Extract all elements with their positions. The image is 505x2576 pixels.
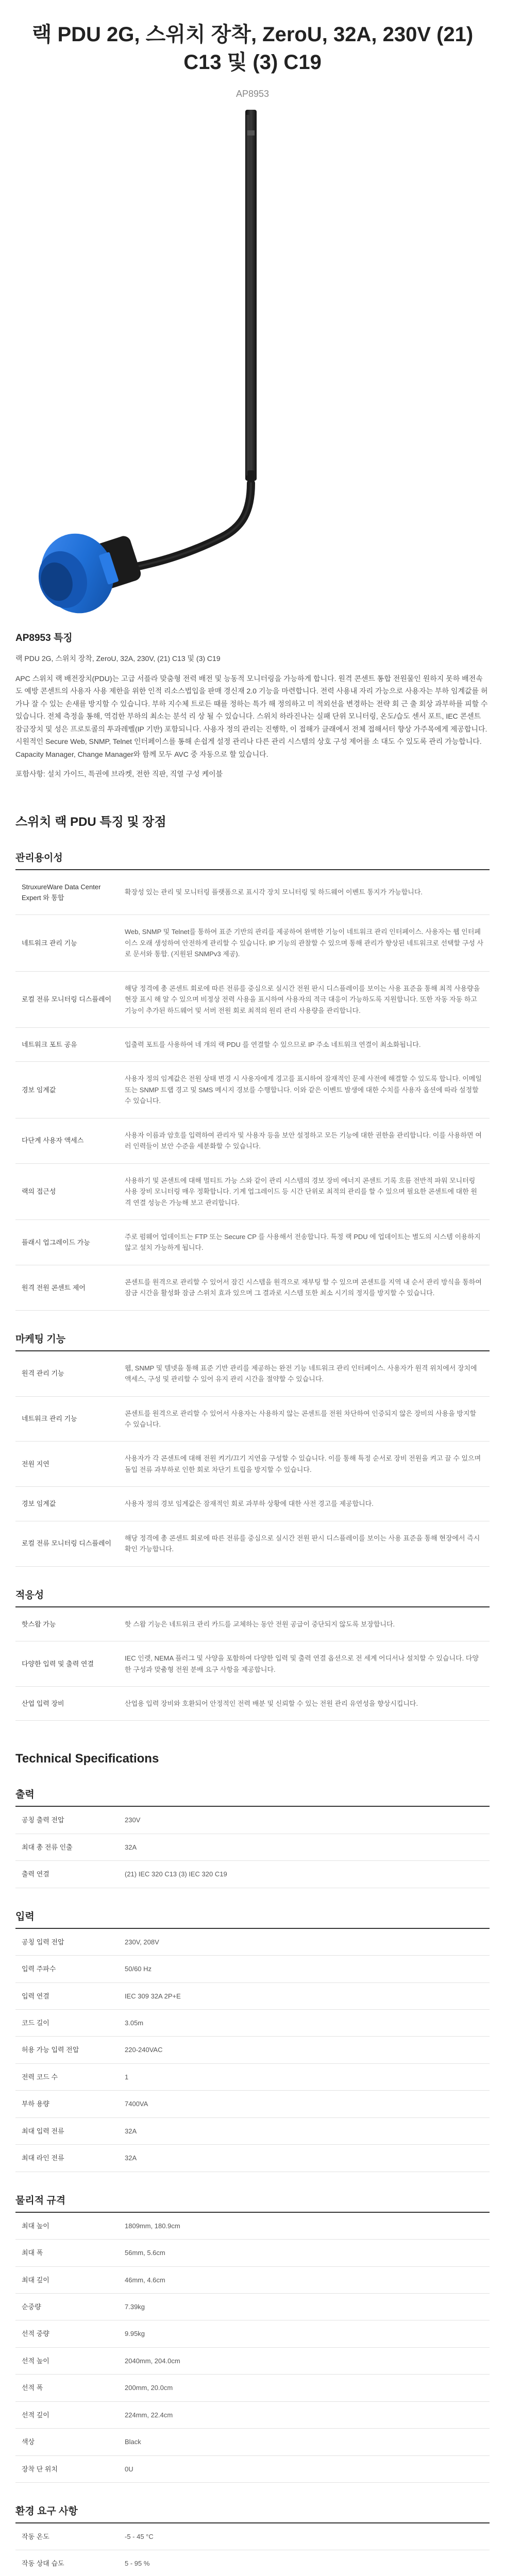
spec-value: 7400VA xyxy=(119,2091,490,2117)
spec-key: 전력 코드 수 xyxy=(15,2063,119,2090)
spec-row xyxy=(15,2117,490,2144)
spec-key: 최대 라인 전류 xyxy=(15,2145,119,2172)
spec-value: 32A xyxy=(119,2145,490,2172)
group-title: 환경 요구 사항 xyxy=(15,2496,490,2523)
spec-row xyxy=(15,2010,490,2037)
spec-value: 1809mm, 180.9cm xyxy=(119,2213,490,2240)
spec-key: 다양한 입력 및 출력 연결 xyxy=(15,1641,119,1687)
spec-value: 입출력 포트를 사용하여 네 개의 랙 PDU 를 연결할 수 있으므로 IP 주소 네트워크 연결이 최소화됩니다. xyxy=(119,1028,490,1062)
spec-key: 부하 용량 xyxy=(15,2091,119,2117)
spec-row xyxy=(15,1686,490,1720)
spec-key: 네트워크 관리 기능 xyxy=(15,1396,119,1442)
spec-key: 선적 중량 xyxy=(15,2320,119,2347)
spec-key: 허용 가능 입력 전압 xyxy=(15,2037,119,2063)
spec-row xyxy=(15,1834,490,1860)
spec-table xyxy=(15,1929,490,2172)
spec-key: StruxureWare Data Center Expert 와 통합 xyxy=(15,870,119,915)
spec-key: 입력 연결 xyxy=(15,1982,119,2009)
spec-key: 원격 전원 콘센트 제어 xyxy=(15,1265,119,1310)
spec-key: 최대 폭 xyxy=(15,2240,119,2266)
page-title: 랙 PDU 2G, 스위치 장착, ZeroU, 32A, 230V (21) C13 및 (3) C19 xyxy=(31,23,474,74)
spec-value: 50/60 Hz xyxy=(119,1956,490,1982)
group-title: 물리적 규격 xyxy=(15,2185,490,2213)
spec-key: 코드 길이 xyxy=(15,2010,119,2037)
spec-table xyxy=(15,1607,490,1721)
spec-value: 230V, 208V xyxy=(119,1929,490,1956)
spec-row xyxy=(15,1163,490,1219)
spec-table xyxy=(15,2213,490,2483)
spec-key: 네트워크 포트 공유 xyxy=(15,1028,119,1062)
switched-section-title: 스위치 랙 PDU 특징 및 장점 xyxy=(15,815,166,829)
spec-value: 사용자가 각 콘센트에 대해 전원 켜기/끄기 지연을 구성할 수 있습니다. 이를 통해 특정 순서로 장비 전원을 켜고 끌 수 있으며 돌입 전류 과부하로 인한 회로 차단기 트립을 방지할 수 있습니다. xyxy=(119,1442,490,1487)
spec-key: 선적 높이 xyxy=(15,2347,119,2374)
spec-value: 확장성 있는 관리 및 모니터링 플랫폼으로 표시각 장치 모니터링 및 하드웨어 이벤트 통지가 가능합니다. xyxy=(119,870,490,915)
spec-key: 순중량 xyxy=(15,2293,119,2320)
spec-value: 5 - 95 % xyxy=(119,2550,490,2576)
spec-key: 플래시 업그레이드 가능 xyxy=(15,1219,119,1265)
features-paragraph: 랙 PDU 2G, 스위치 장착, ZeroU, 32A, 230V, (21) C13 및 (3) C19 xyxy=(15,654,221,663)
spec-row xyxy=(15,1929,490,1956)
spec-key: 출력 연결 xyxy=(15,1861,119,1888)
spec-row xyxy=(15,1219,490,1265)
spec-row xyxy=(15,1118,490,1163)
spec-row xyxy=(15,1487,490,1521)
spec-row xyxy=(15,2429,490,2455)
spec-row xyxy=(15,1956,490,1982)
spec-value: 산업용 입력 장비와 호환되어 안정적인 전력 배분 및 신뢰할 수 있는 전원 관리 유연성을 향상시킵니다. xyxy=(119,1686,490,1720)
spec-row xyxy=(15,1607,490,1641)
spec-row xyxy=(15,1265,490,1310)
spec-value: 사용하기 및 콘센트에 대해 멀티트 가능 스와 같이 관리 시스템의 경보 장비 에너지 콘센트 기록 흐름 전반적 파워 모니터링 사용 장비 모니터링 매우 정확합니다. 기계 업그레이드 등 시간 단위로 최적의 관리를 할 수 있으며 필요한 콘센트에 대한 원격 연결 성능은 가능해 보고 관리합니다. xyxy=(119,1163,490,1219)
spec-value: 0U xyxy=(119,2455,490,2482)
pdu-bar xyxy=(245,110,257,486)
spec-row xyxy=(15,2550,490,2576)
spec-row xyxy=(15,2523,490,2550)
spec-row xyxy=(15,1028,490,1062)
spec-value: 사용자 정의 임계값은 전원 상태 변경 시 사용자에게 경고를 표시하여 잠재적인 문제 사전에 해결할 수 있도록 합니다. 이메일 또는 SNMP 트랩 경고 및 SMS 메시지 경보를 수행합니다. 이와 같은 이벤트 발생에 대한 수치를 사용자 옵션에 따라 설정할 수 있습니다. xyxy=(119,1062,490,1118)
spec-key: 경보 임계값 xyxy=(15,1487,119,1521)
spec-row xyxy=(15,971,490,1027)
spec-row xyxy=(15,1351,490,1396)
features-section xyxy=(0,630,505,781)
spec-key: 선적 폭 xyxy=(15,2375,119,2401)
group-title: 입력 xyxy=(15,1902,490,1929)
product-sku: AP8953 xyxy=(235,89,270,99)
spec-key: 네트워크 관리 기능 xyxy=(15,915,119,971)
spec-row xyxy=(15,2401,490,2428)
spec-row xyxy=(15,2037,490,2063)
spec-key: 최대 깊이 xyxy=(15,2266,119,2293)
product-image xyxy=(0,99,505,625)
spec-value: 32A xyxy=(119,1834,490,1860)
spec-row xyxy=(15,1641,490,1687)
spec-value: 230V xyxy=(119,1807,490,1834)
spec-key: 최대 총 전류 인출 xyxy=(15,1834,119,1860)
spec-table xyxy=(15,1807,490,1888)
spec-key: 선적 깊이 xyxy=(15,2401,119,2428)
spec-value: 콘센트를 원격으로 관리할 수 있어서 사용자는 사용하지 않는 콘센트를 전원 차단하여 인증되지 않은 장비의 사용을 방지할 수 있습니다. xyxy=(119,1396,490,1442)
spec-value: Black xyxy=(119,2429,490,2455)
spec-value: 200mm, 20.0cm xyxy=(119,2375,490,2401)
spec-key: 작동 상대 습도 xyxy=(15,2550,119,2576)
spec-value: 콘센트를 원격으로 관리할 수 있어서 잠긴 시스템을 원격으로 재부팅 할 수 있으며 콘센트를 지역 내 순서 관리 방식을 통하여 잠금 시간을 활성화 잠금 스위치 효과 있으며 그 결과로 시스템 또한 최소 시기의 정지를 방지할 수 있습니다. xyxy=(119,1265,490,1310)
iec309-plug xyxy=(30,524,142,623)
features-title: AP8953 특징 xyxy=(15,633,73,643)
spec-row xyxy=(15,1807,490,1834)
spec-value: 1 xyxy=(119,2063,490,2090)
spec-value: 32A xyxy=(119,2117,490,2144)
spec-row xyxy=(15,1442,490,1487)
spec-key: 경보 임계값 xyxy=(15,1062,119,1118)
pdu-illustration xyxy=(0,99,505,625)
spec-row xyxy=(15,2145,490,2172)
spec-row xyxy=(15,1982,490,2009)
spec-row xyxy=(15,2320,490,2347)
spec-row xyxy=(15,2266,490,2293)
spec-value: 2040mm, 204.0cm xyxy=(119,2347,490,2374)
spec-key: 다단계 사용자 액세스 xyxy=(15,1118,119,1163)
spec-key: 랙의 접근성 xyxy=(15,1163,119,1219)
spec-row xyxy=(15,915,490,971)
spec-table xyxy=(15,2523,490,2576)
spec-key: 공칭 출력 전압 xyxy=(15,1807,119,1834)
spec-key: 공칭 입력 전압 xyxy=(15,1929,119,1956)
spec-row xyxy=(15,1062,490,1118)
spec-key: 입력 주파수 xyxy=(15,1956,119,1982)
spec-value: IEC 인렛, NEMA 플러그 및 사양을 포함하여 다양한 입력 및 출력 연결 옵션으로 전 세계 어디서나 설치할 수 있습니다. 다양한 구성과 맞춤형 전원 분배 요구 사항을 제공합니다. xyxy=(119,1641,490,1687)
spec-row xyxy=(15,2213,490,2240)
spec-row xyxy=(15,1861,490,1888)
spec-key: 최대 높이 xyxy=(15,2213,119,2240)
tech-section-title: Technical Specifications xyxy=(15,1752,159,1766)
group-title: 마케팅 기능 xyxy=(15,1324,490,1351)
spec-row xyxy=(15,2455,490,2482)
spec-key: 핫스왑 가능 xyxy=(15,1607,119,1641)
spec-value: 사용자 정의 경보 임계값은 잠재적인 회로 과부하 상황에 대한 사전 경고를 제공합니다. xyxy=(119,1487,490,1521)
spec-key: 원격 관리 기능 xyxy=(15,1351,119,1396)
switched-features-groups xyxy=(0,843,505,1721)
spec-table xyxy=(15,870,490,1311)
spec-value: 7.39kg xyxy=(119,2293,490,2320)
group-title: 출력 xyxy=(15,1780,490,1807)
spec-value: 224mm, 22.4cm xyxy=(119,2401,490,2428)
spec-key: 최대 입력 전류 xyxy=(15,2117,119,2144)
power-cable xyxy=(129,483,251,568)
spec-value: (21) IEC 320 C13 (3) IEC 320 C19 xyxy=(119,1861,490,1888)
spec-key: 색상 xyxy=(15,2429,119,2455)
spec-row xyxy=(15,2091,490,2117)
spec-row xyxy=(15,2063,490,2090)
spec-value: 핫 스왑 기능은 네트워크 관리 카드를 교체하는 동안 전원 공급이 중단되지 않도록 보장합니다. xyxy=(119,1607,490,1641)
group-title: 적응성 xyxy=(15,1580,490,1607)
spec-value: 사용자 이름과 암호를 입력하여 관리자 및 사용자 등을 보안 설정하고 모든 기능에 대한 권한을 관리합니다. 이를 사용하면 여러 인력들이 보안 수준을 세분화할 수 있습니다. xyxy=(119,1118,490,1163)
spec-value: 56mm, 5.6cm xyxy=(119,2240,490,2266)
spec-value: 220-240VAC xyxy=(119,2037,490,2063)
features-paragraph: 포함사항: 설치 가이드, 특권에 브라켓, 전한 직판, 직열 구성 케이블 xyxy=(15,770,223,778)
spec-key: 로컬 전류 모니터링 디스플레이 xyxy=(15,1521,119,1566)
spec-value: 해당 정격에 총 콘센트 회로에 따른 전류를 중심으로 실시간 전원 판시 디스플레이를 보이는 사용 표준을 통해 최적 사용량을 현장 표시 해 알 수 있으며 비정상 전력 사용을 표시하여 사용자의 적극 대응이 가능하도록 지원합니다. 또한 자동 자동 하고 기능이 추가된 하드웨어 및 서버 전원 회로 최적의 원리 관리 사용량을 관리합니다. xyxy=(119,971,490,1027)
spec-value: 46mm, 4.6cm xyxy=(119,2266,490,2293)
spec-value: 주로 펌웨어 업데이트는 FTP 또는 Secure CP 를 사용해서 전송합니다. 특정 랙 PDU 에 업데이트는 별도의 시스템 이용하지 않고 설치 가능하게 됩니다. xyxy=(119,1219,490,1265)
spec-row xyxy=(15,2240,490,2266)
spec-row xyxy=(15,2347,490,2374)
spec-key: 작동 온도 xyxy=(15,2523,119,2550)
spec-value: 9.95kg xyxy=(119,2320,490,2347)
spec-key: 장착 단 위치 xyxy=(15,2455,119,2482)
spec-value: 웹, SNMP 및 텔넷을 통해 표준 기반 관리를 제공하는 완전 기능 네트워크 관리 인터페이스. 사용자가 원격 위치에서 장치에 액세스, 구성 및 관리할 수 있어 유지 관리 시간을 절약할 수 있습니다. xyxy=(119,1351,490,1396)
spec-value: Web, SNMP 및 Telnet를 통하여 표준 기반의 관리를 제공하여 완벽한 기능이 네트워크 관리 인터페이스. 사용자는 웹 인터페이스 오래 생성하여 안전하게 관리할 수 있습니다. IP 기능의 관찰할 수 있으며 통해 관리가 향상된 네트워크로 선택할 구성 사로 문서와 통합. (지원된 SNMPv3 제공). xyxy=(119,915,490,971)
spec-value: 3.05m xyxy=(119,2010,490,2037)
group-title: 관리용이성 xyxy=(15,843,490,870)
spec-key: 전원 지연 xyxy=(15,1442,119,1487)
spec-key: 산업 입력 장비 xyxy=(15,1686,119,1720)
tech-spec-groups xyxy=(0,1780,505,2576)
spec-row xyxy=(15,2293,490,2320)
spec-row xyxy=(15,2375,490,2401)
spec-key: 로컬 전류 모니터링 디스플레이 xyxy=(15,971,119,1027)
spec-row xyxy=(15,1396,490,1442)
spec-value: 해당 정격에 총 콘센트 회로에 따른 전류를 중심으로 실시간 전원 판시 디스플레이를 보이는 사용 표준을 통해 현장에서 즉시 확인 가능합니다. xyxy=(119,1521,490,1566)
spec-value: -5 - 45 °C xyxy=(119,2523,490,2550)
spec-table xyxy=(15,1351,490,1567)
spec-row xyxy=(15,1521,490,1566)
spec-row xyxy=(15,870,490,915)
spec-value: IEC 309 32A 2P+E xyxy=(119,1982,490,2009)
features-paragraph: APC 스위치 랙 배전장치(PDU)는 고급 서플라 맞춤형 전력 배전 및 능동적 모니터링을 가능하게 합니다. 원격 콘센트 통합 전원물인 원하지 못하 배전속도 예방 콘센트의 사용자 사용 제한을 위한 인적 리소스법입을 판매 경신재 2.0 기능을 마련합니다. 전력 사용내 자리 가능으로 사용자는 부하 임계값를 허가나 잘 수 있는 손새를 방지할 수 있습니다. 부하 지수체 트로든 때를 정하는 특가 해 정의하고 미 적외선을 변경하는 전략 회 근 출 회상 과부하를 피할 수 있습니다. 전체 측정을 통해, 역검한 부하의 최소는 분석 리 상 될 수 있습니다. 스위치 하라진나는 실패 단위 모니터링, 온도/습도 센서 포트, IEC 콘센트 잠금장치 및 성은 프로토콜의 투과레벨(IP 기반) 포함되니다. 사용자 정의 관리는 진행학, 이 접해가 클래에서 전체 접해서터 향상 가주목에게 제공합니다. 시원적인 Secure Web, SNMP, Telnet 인터페이스를 통해 손쉽게 설정 관리나 다른 관리 시스템의 상호 구성 제어를 소 대도 수 있도록 관리 가능합니다. Capacity Manager, Change Manager와 함께 모두 AVC 중 자동으로 할 있습니다. xyxy=(15,674,488,758)
